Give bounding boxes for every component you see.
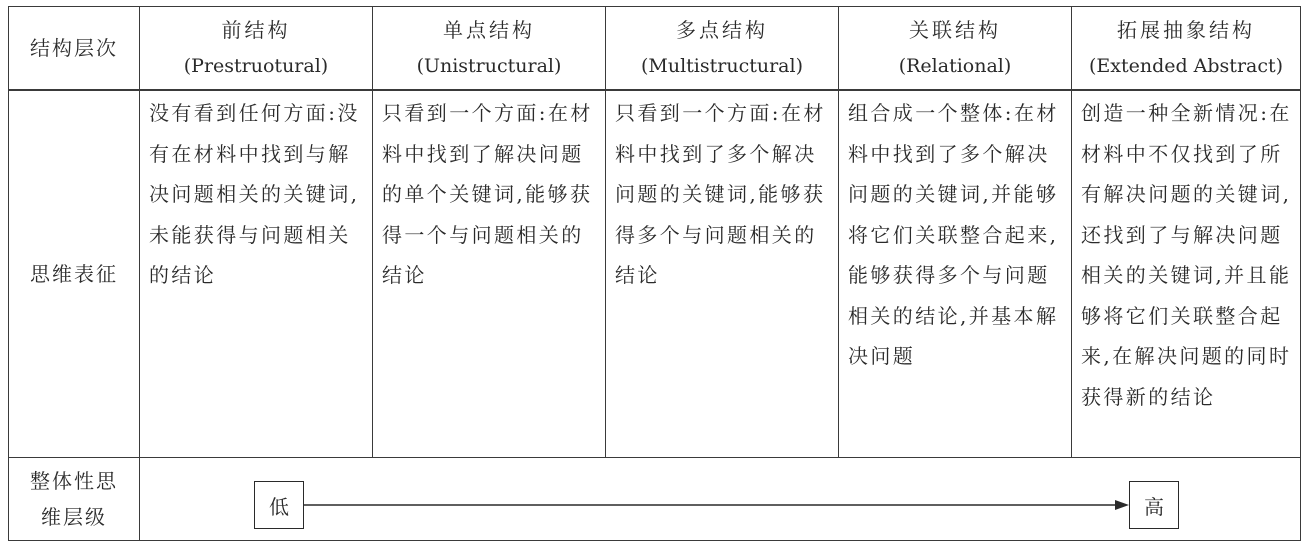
level-scale [140, 458, 1300, 540]
thinking-cell-relational [839, 90, 1072, 458]
level-label-line2: 维层级 [41, 505, 107, 529]
level-row-label [9, 458, 140, 541]
header-cell-extended-abstract [1072, 7, 1301, 91]
level-scale-cell [140, 458, 1301, 541]
thinking-cell-unistructural [373, 90, 606, 458]
cell-text: 只看到一个方面:在材料中找到了多个解决问题的关键词,能够获得多个与问题相关的结论 [615, 101, 826, 287]
solo-taxonomy-table [8, 6, 1301, 541]
header-zh-title: 拓展抽象结构 [1117, 18, 1255, 42]
thinking-cell-multistructural [606, 90, 839, 458]
arrow-icon [140, 458, 1300, 540]
header-cell-prestructural [140, 7, 373, 91]
thinking-cell-prestructural [140, 90, 373, 458]
header-en-title: (Extended Abstract) [1088, 55, 1284, 77]
header-cell-relational [839, 7, 1072, 91]
header-zh-title: 关联结构 [909, 18, 1001, 42]
header-row-label: 结构层次 [9, 7, 140, 91]
cell-text: 组合成一个整体:在材料中找到了多个解决问题的关键词,并能够将它们关联整合起来,能够获得多个与问题相关的结论,并基本解决问题 [848, 101, 1059, 368]
cell-text: 创造一种全新情况:在材料中不仅找到了所有解决问题的关键词,还找到了与解决问题相关的关键词,并且能够将它们关联整合起来,在解决问题的同时获得新的结论 [1081, 101, 1292, 409]
header-zh-title: 多点结构 [676, 18, 768, 42]
level-row [9, 458, 1301, 541]
thinking-row-label: 思维表征 [9, 90, 140, 458]
cell-text: 没有看到任何方面:没有在材料中找到与解决问题相关的关键词,未能获得与问题相关的结论 [149, 101, 360, 287]
header-zh-title: 前结构 [221, 18, 291, 42]
cell-text: 只看到一个方面:在材料中找到了解决问题的单个关键词,能够获得一个与问题相关的结论 [382, 101, 593, 287]
thinking-row [9, 90, 1301, 458]
level-high-box: 高 [1129, 481, 1179, 529]
level-label-line1: 整体性思 [30, 469, 118, 493]
header-cell-unistructural [373, 7, 606, 91]
thinking-cell-extended-abstract [1072, 90, 1301, 458]
header-cell-multistructural [606, 7, 839, 91]
header-row [9, 7, 1301, 91]
level-low-box: 低 [254, 481, 304, 529]
header-en-title: (Multistructural) [640, 55, 803, 77]
header-zh-title: 单点结构 [443, 18, 535, 42]
header-en-title: (Unistructural) [416, 55, 562, 77]
header-en-title: (Relational) [898, 55, 1012, 77]
header-en-title: (Prestruotural) [183, 55, 329, 77]
